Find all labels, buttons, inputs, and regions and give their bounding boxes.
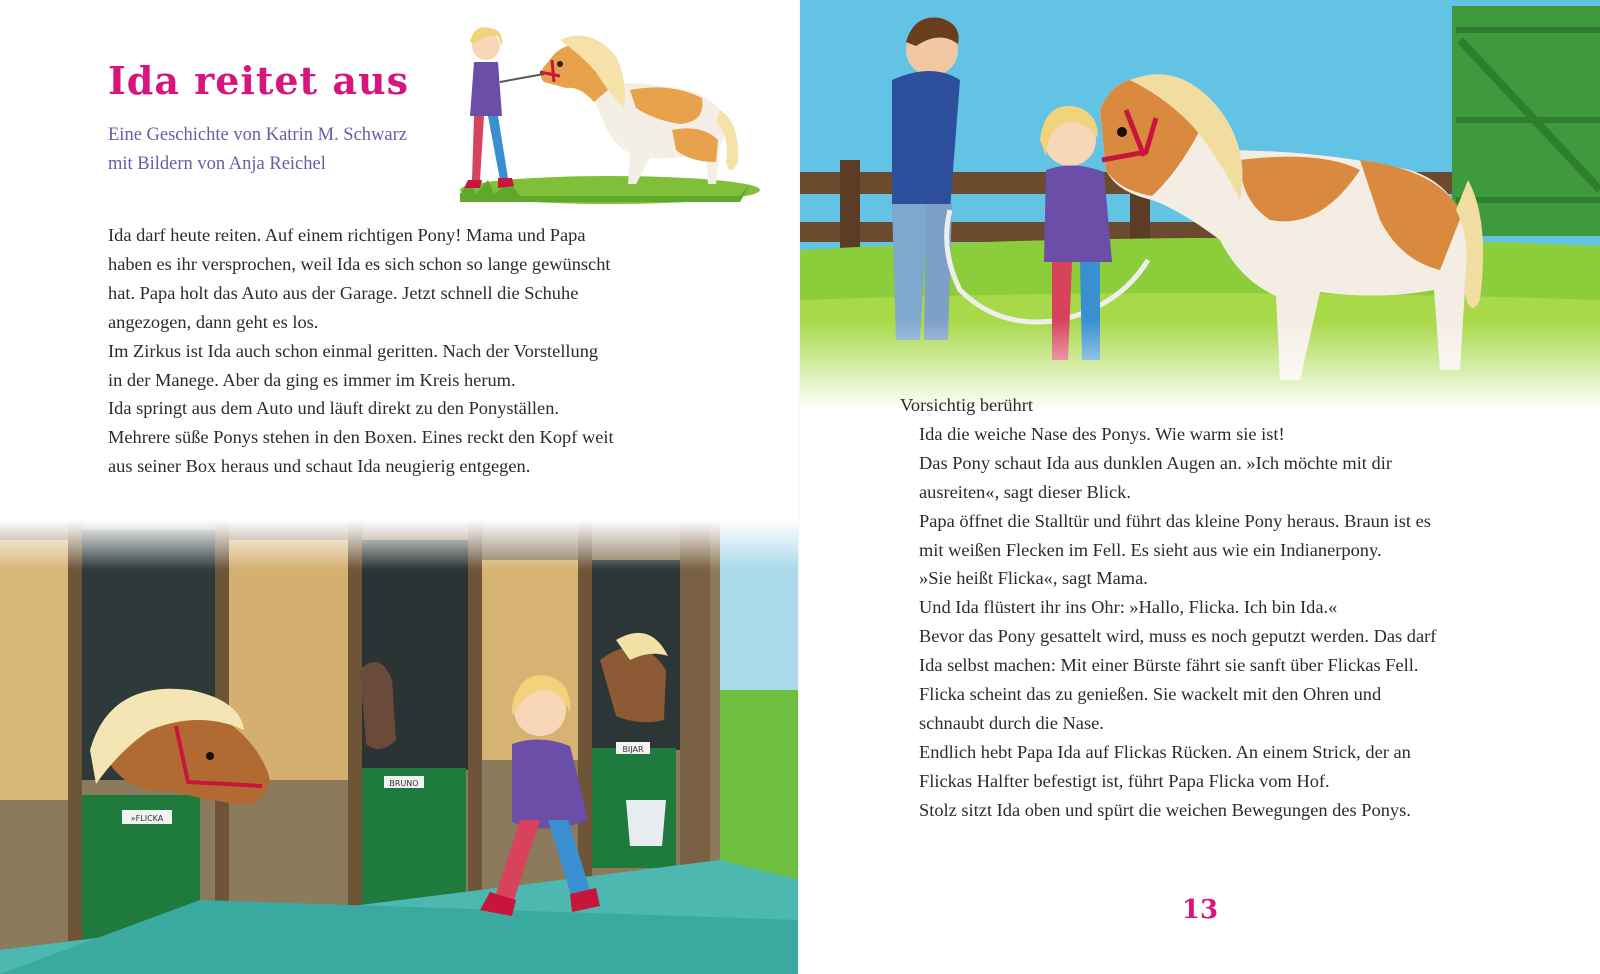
left-page-body [108,221,668,481]
text-line: Im Zirkus ist Ida auch schon einmal geritten. Nach der Vorstellung [108,340,599,361]
stable-illustration [0,520,800,974]
text-line: Flickas Halfter befestigt ist, führt Papa Flicka vom Hof. [919,770,1330,791]
pony-figure [540,36,738,184]
text-line: haben es ihr versprochen, weil Ida es sich schon so lange gewünscht [108,253,611,274]
author-credit: Eine Geschichte von Katrin M. Schwarz [108,125,407,145]
text-line: Ida springt aus dem Auto und läuft direkt zu den Ponyställen. [108,398,560,419]
text-line: Ida darf heute reiten. Auf einem richtigen Pony! Mama und Papa [108,225,586,245]
text-line: angezogen, dann geht es los. [108,311,319,332]
story-title: Ida reitet aus [108,58,409,103]
text-line: »Sie heißt Flicka«, sagt Mama. [919,568,1148,589]
text-line: ausreiten«, sagt dieser Blick. [919,481,1131,502]
text-line: Und Ida flüstert ihr ins Ohr: »Hallo, Flicka. Ich bin Ida.« [919,597,1338,618]
right-page-body [900,391,1509,825]
text-line: Ida die weiche Nase des Ponys. Wie warm sie ist! [919,423,1285,444]
meadow-illustration [800,0,1600,410]
text-line: hat. Papa holt das Auto aus der Garage. Jetzt schnell die Schuhe [108,282,579,303]
text-line: aus seiner Box heraus und schaut Ida neugierig entgegen. [108,456,531,477]
stall-label-flicka: »FLICKA [130,814,164,823]
stall-label-bruno: BRUNO [389,779,419,788]
text-line: Endlich hebt Papa Ida auf Flickas Rücken. An einem Strick, der an [919,741,1411,762]
page-number: 13 [1181,895,1219,925]
text-line: Vorsichtig berührt [900,395,1033,415]
text-line: Ida selbst machen: Mit einer Bürste fährt sie sanft über Flickas Fell. [919,655,1419,676]
text-line: Flicka scheint das zu genießen. Sie wackelt mit den Ohren und [919,684,1382,705]
girl-figure [464,27,544,188]
text-line: mit weißen Flecken im Fell. Es sieht aus wie ein Indianerpony. [919,539,1382,560]
text-line: Stolz sitzt Ida oben und spürt die weichen Bewegungen des Ponys. [919,799,1411,820]
text-line: in der Manege. Aber da ging es immer im Kreis herum. [108,369,516,390]
stall-label-bijar: BIJAR [622,745,644,754]
girl-with-pony-illustration [440,12,760,212]
text-line: Bevor das Pony gesattelt wird, muss es noch geputzt werden. Das darf [919,626,1437,647]
text-line: Das Pony schaut Ida aus dunklen Augen an. »Ich möchte mit dir [919,452,1392,473]
story-credits [108,121,407,179]
text-line: schnaubt durch die Nase. [919,712,1104,733]
right-page [800,0,1600,974]
text-line: Papa öffnet die Stalltür und führt das kleine Pony heraus. Braun ist es [919,510,1431,531]
illustrator-credit: mit Bildern von Anja Reichel [108,154,326,174]
text-line: Mehrere süße Ponys stehen in den Boxen. Eines reckt den Kopf weit [108,427,614,448]
